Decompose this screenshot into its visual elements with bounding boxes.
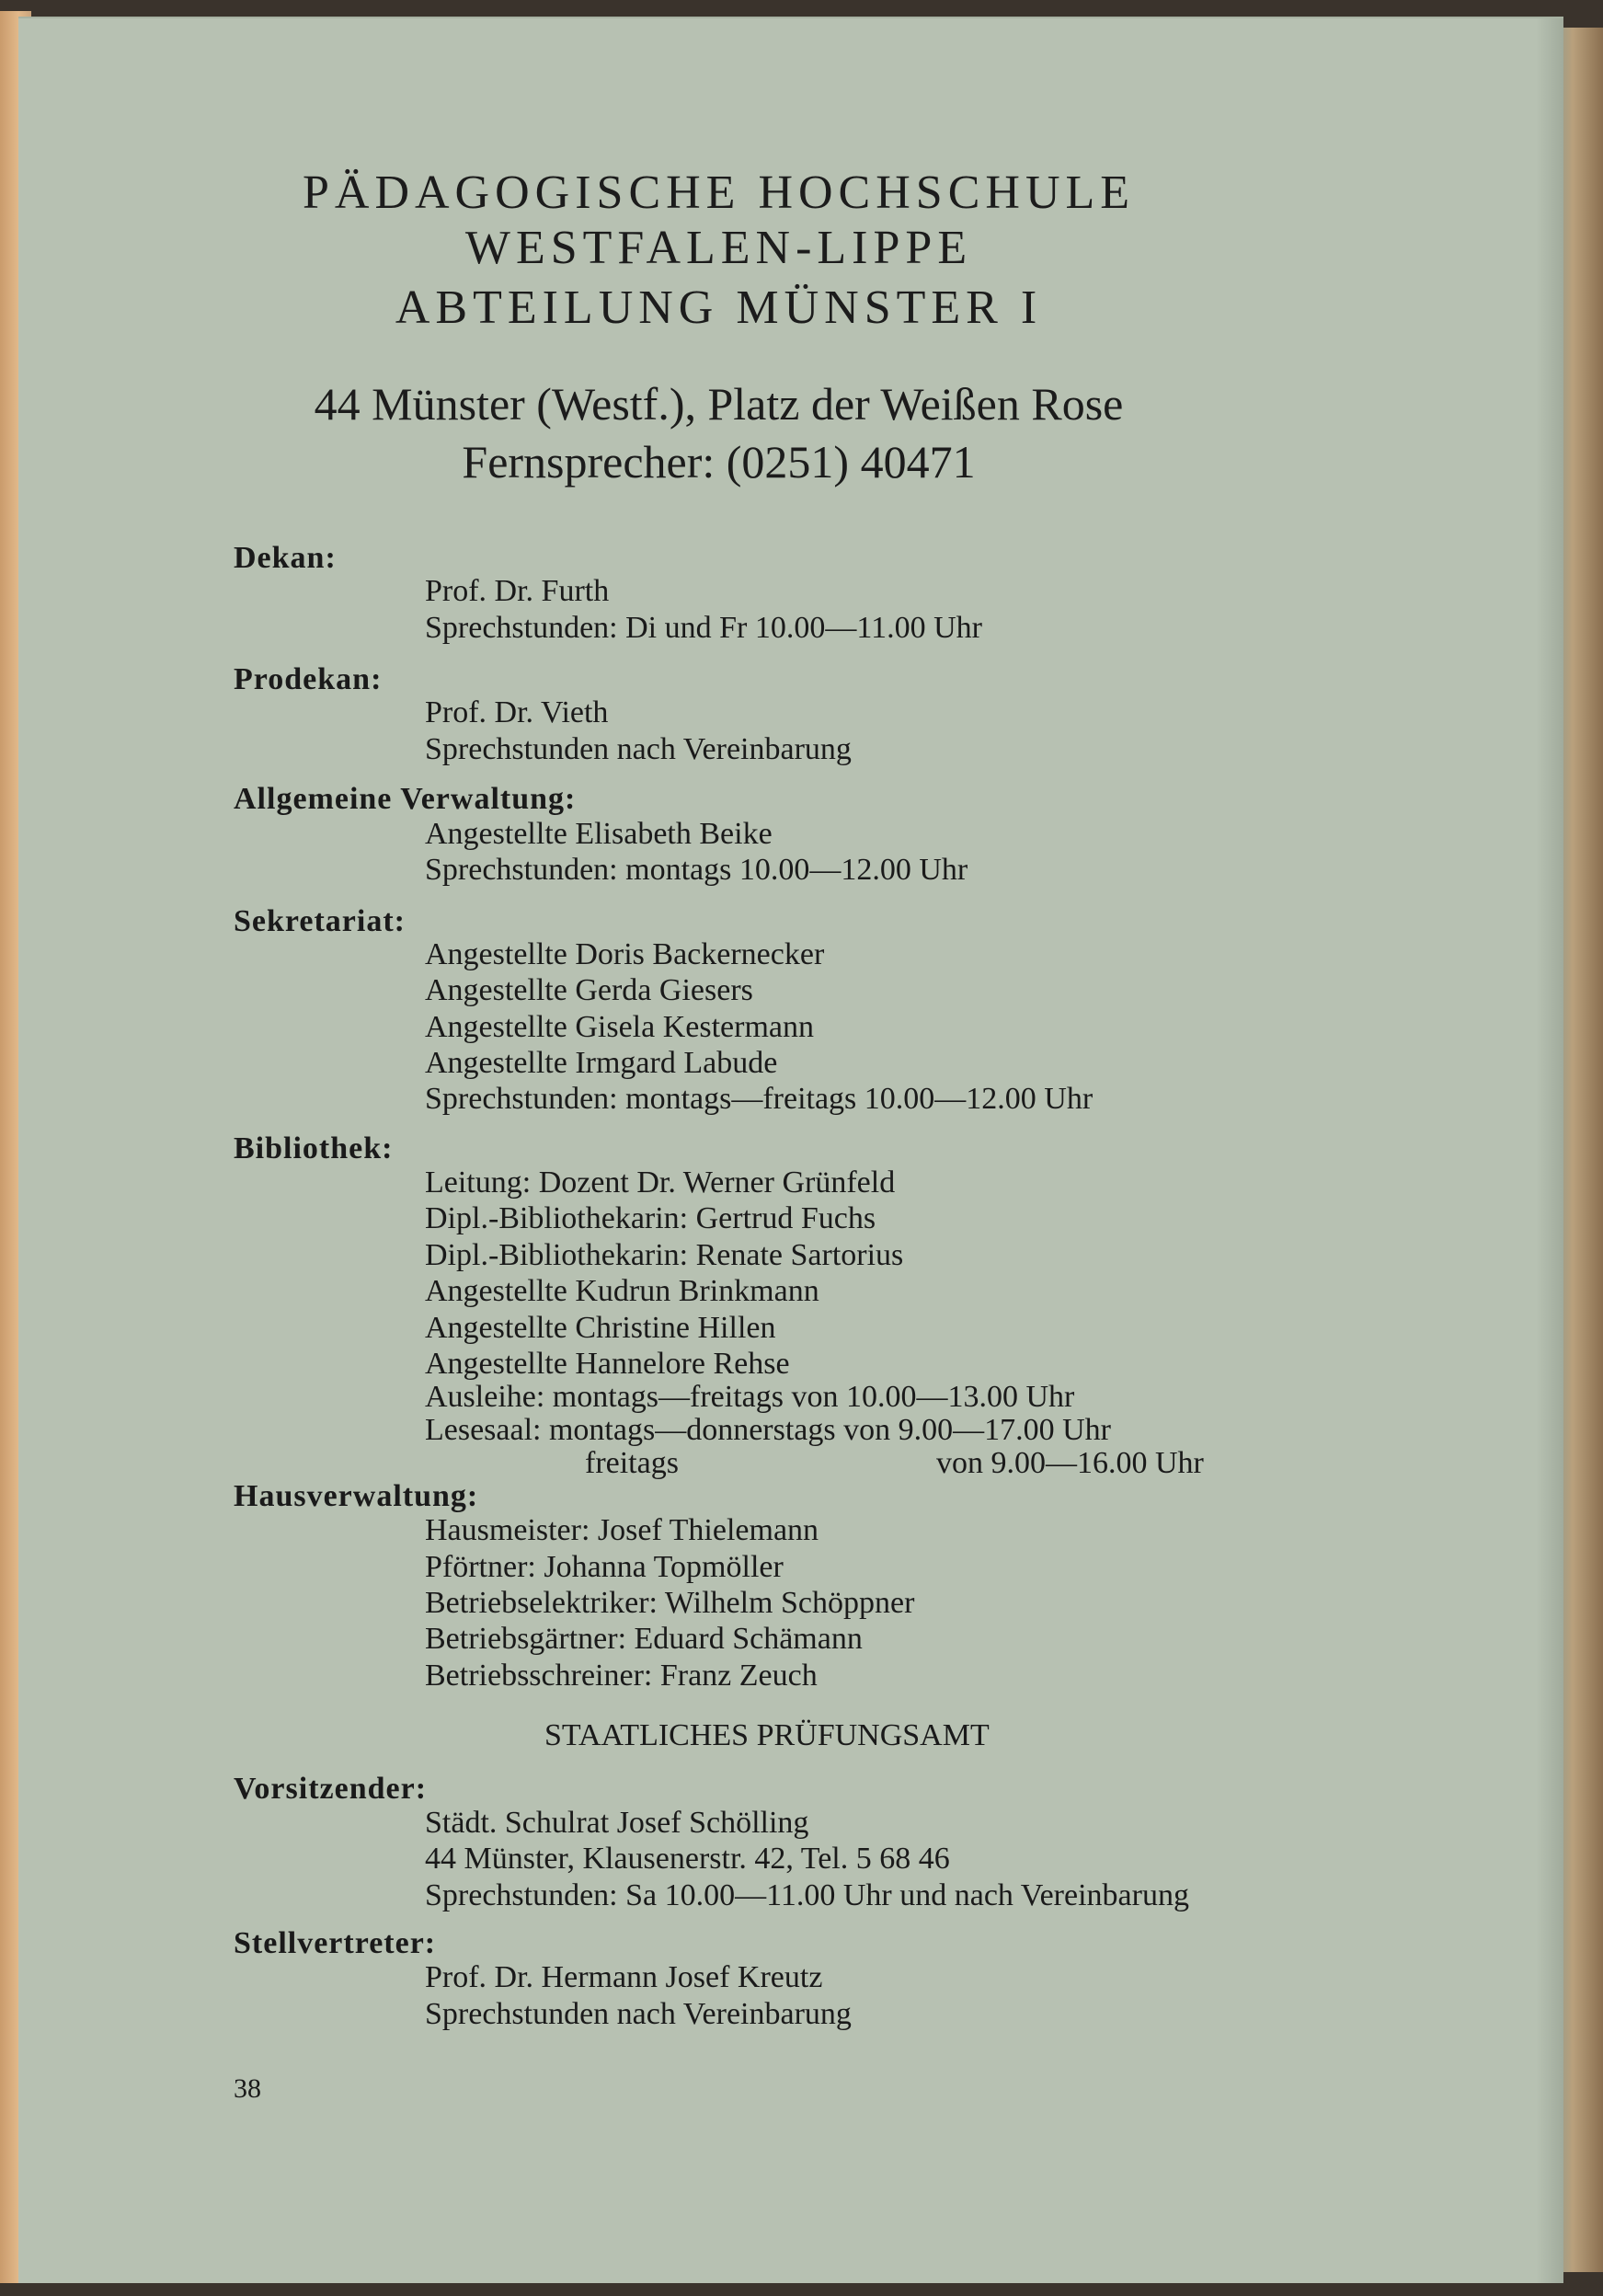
header-address: 44 Münster (Westf.), Platz der Weißen Rose	[314, 378, 1124, 430]
bibliothek-line: Lesesaal: montags—donnerstags von 9.00—17.00 Uhr	[425, 1413, 1111, 1447]
header-phone: Fernsprecher: (0251) 40471	[462, 436, 976, 488]
prodekan-line: Prof. Dr. Vieth	[425, 695, 609, 729]
header-line-3: ABTEILUNG MÜNSTER I	[395, 281, 1043, 334]
hausverwaltung-line: Betriebsschreiner: Franz Zeuch	[425, 1659, 818, 1693]
sekretariat-line: Sprechstunden: montags—freitags 10.00—12.00 Uhr	[425, 1082, 1093, 1116]
verwaltung-line: Angestellte Elisabeth Beike	[425, 817, 773, 851]
label-verwaltung: Allgemeine Verwaltung:	[234, 782, 577, 816]
bibliothek-line: Dipl.-Bibliothekarin: Renate Sartorius	[425, 1238, 904, 1272]
hausverwaltung-line: Betriebsgärtner: Eduard Schämann	[425, 1622, 863, 1656]
bibliothek-line: Leitung: Dozent Dr. Werner Grünfeld	[425, 1165, 896, 1200]
label-dekan: Dekan:	[234, 541, 337, 575]
vorsitzender-line: 44 Münster, Klausenerstr. 42, Tel. 5 68 46	[425, 1842, 950, 1876]
sekretariat-line: Angestellte Doris Backernecker	[425, 937, 825, 971]
bibliothek-line: freitags	[585, 1446, 679, 1480]
label-sekretariat: Sekretariat:	[234, 904, 406, 938]
hausverwaltung-line: Betriebselektriker: Wilhelm Schöppner	[425, 1586, 915, 1620]
bibliothek-line: Angestellte Hannelore Rehse	[425, 1347, 790, 1381]
stellvertreter-line: Sprechstunden nach Vereinbarung	[425, 1997, 852, 2031]
sekretariat-line: Angestellte Gisela Kestermann	[425, 1010, 814, 1044]
sekretariat-line: Angestellte Irmgard Labude	[425, 1046, 778, 1080]
bibliothek-line: Dipl.-Bibliothekarin: Gertrud Fuchs	[425, 1201, 876, 1235]
hausverwaltung-line: Hausmeister: Josef Thielemann	[425, 1513, 819, 1547]
header-line-2: WESTFALEN-LIPPE	[464, 222, 973, 274]
bibliothek-line: Angestellte Kudrun Brinkmann	[425, 1274, 819, 1308]
verwaltung-line: Sprechstunden: montags 10.00—12.00 Uhr	[425, 853, 968, 887]
label-hausverwaltung: Hausverwaltung:	[234, 1479, 479, 1513]
header-line-1: PÄDAGOGISCHE HOCHSCHULE	[302, 166, 1136, 219]
prodekan-line: Sprechstunden nach Vereinbarung	[425, 732, 852, 766]
bibliothek-line: Ausleihe: montags—freitags von 10.00—13.00 Uhr	[425, 1380, 1075, 1414]
dekan-line: Prof. Dr. Furth	[425, 574, 610, 608]
label-vorsitzender: Vorsitzender:	[234, 1772, 428, 1806]
pruefungsamt-title: STAATLICHES PRÜFUNGSAMT	[544, 1718, 990, 1752]
dekan-line: Sprechstunden: Di und Fr 10.00—11.00 Uhr	[425, 611, 982, 645]
label-bibliothek: Bibliothek:	[234, 1131, 394, 1165]
hausverwaltung-line: Pförtner: Johanna Topmöller	[425, 1550, 784, 1584]
stellvertreter-line: Prof. Dr. Hermann Josef Kreutz	[425, 1960, 823, 1994]
label-prodekan: Prodekan:	[234, 662, 383, 696]
bibliothek-line: Angestellte Christine Hillen	[425, 1311, 776, 1345]
sekretariat-line: Angestellte Gerda Giesers	[425, 973, 753, 1007]
vorsitzender-line: Sprechstunden: Sa 10.00—11.00 Uhr und nach Vereinbarung	[425, 1878, 1189, 1912]
label-stellvertreter: Stellvertreter:	[234, 1926, 437, 1960]
page-number: 38	[234, 2073, 261, 2104]
bibliothek-line: von 9.00—16.00 Uhr	[936, 1446, 1204, 1480]
vorsitzender-line: Städt. Schulrat Josef Schölling	[425, 1806, 809, 1840]
